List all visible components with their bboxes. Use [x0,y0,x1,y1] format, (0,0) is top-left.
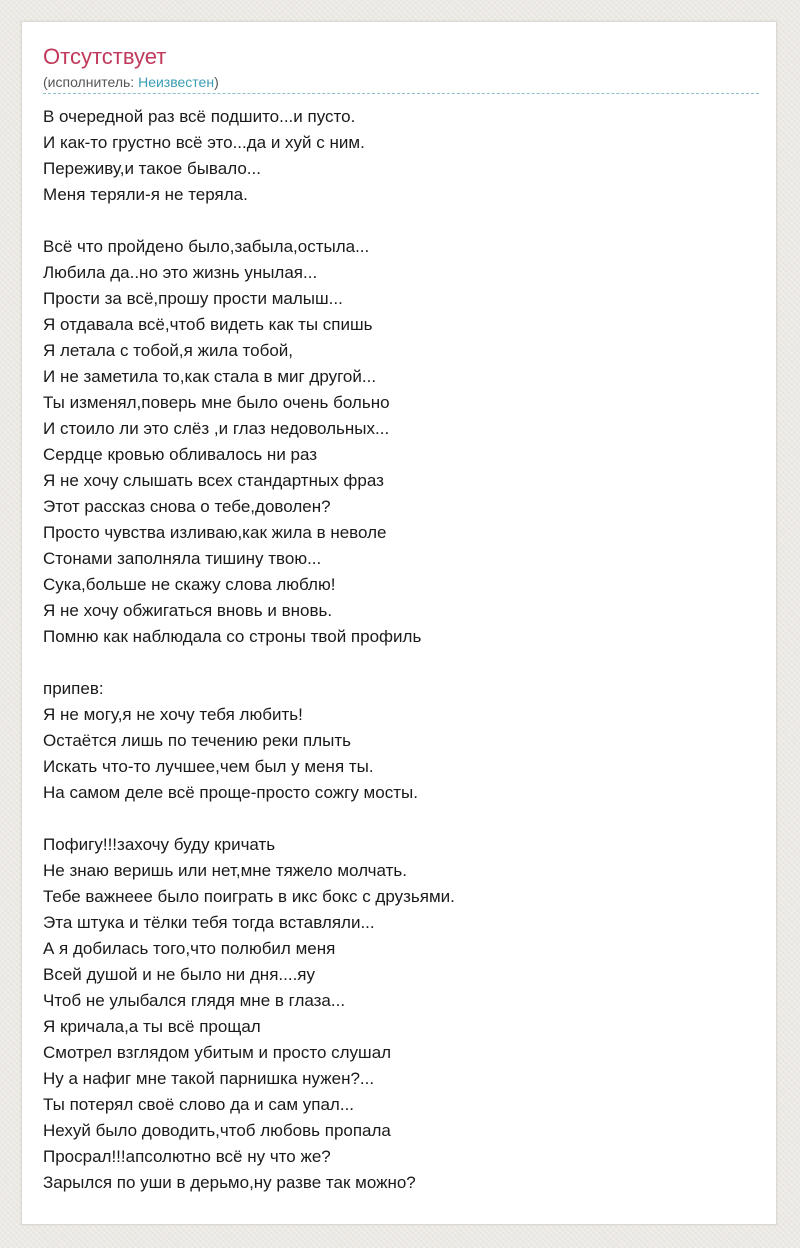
lyric-line: Ну а нафиг мне такой парнишка нужен?... [43,1069,375,1088]
lyric-line: А я добилась того,что полюбил меня [43,939,336,958]
song-title: Отсутствует [43,44,167,69]
lyric-line: Стонами заполняла тишину твою... [43,549,322,568]
lyric-line: В очередной раз всё подшито...и пусто. [43,107,356,126]
lyric-line: Смотрел взглядом убитым и просто слушал [43,1043,392,1062]
lyric-line: Пофигу!!!захочу буду кричать [43,835,276,854]
lyric-line: Сердце кровью обливалось ни раз [43,445,318,464]
lyric-line: припев: [43,679,104,698]
lyric-line: Чтоб не улыбался глядя мне в глаза... [43,991,346,1010]
artist-link[interactable]: Неизвестен [138,74,215,90]
lyric-line: Просто чувства изливаю,как жила в неволе [43,523,387,542]
lyric-line: Я летала с тобой,я жила тобой, [43,341,293,360]
lyrics-text [43,104,759,1196]
stanza-break [43,806,759,832]
lyric-line: Всё что пройдено было,забыла,остыла... [43,237,370,256]
lyric-line: Я не могу,я не хочу тебя любить! [43,705,303,724]
lyric-line: И не заметила то,как стала в миг другой... [43,367,377,386]
lyric-line: Эта штука и тёлки тебя тогда вставляли... [43,913,375,932]
lyric-line: Ты изменял,поверь мне было очень больно [43,393,390,412]
lyric-line: Не знаю веришь или нет,мне тяжело молчать. [43,861,407,880]
lyric-line: Прости за всё,прошу прости малыш... [43,289,343,308]
lyric-line: Сука,больше не скажу слова люблю! [43,575,336,594]
lyric-line: И как-то грустно всё это...да и хуй с ним. [43,133,365,152]
lyric-line: Я отдавала всё,чтоб видеть как ты спишь [43,315,373,334]
artist-byline [43,73,759,94]
lyric-line: На самом деле всё проще-просто сожгу мосты. [43,783,418,802]
byline-suffix: ) [214,74,219,90]
stanza-break [43,650,759,676]
lyric-line: Меня теряли-я не теряла. [43,185,248,204]
lyric-line: Ты потерял своё слово да и сам упал... [43,1095,355,1114]
lyric-line: Любила да..но это жизнь унылая... [43,263,318,282]
lyric-line: Остаётся лишь по течению реки плыть [43,731,351,750]
lyric-line: Переживу,и такое бывало... [43,159,261,178]
lyric-line: Я не хочу слышать всех стандартных фраз [43,471,384,490]
lyric-line: Помню как наблюдала со строны твой профиль [43,627,422,646]
lyric-line: Зарылся по уши в дерьмо,ну разве так можно? [43,1173,416,1192]
lyric-line: Просрал!!!апсолютно всё ну что же? [43,1147,331,1166]
stanza-break [43,208,759,234]
lyric-line: Я кричала,а ты всё прощал [43,1017,261,1036]
lyrics-card [21,21,777,1225]
lyric-line: Нехуй было доводить,чтоб любовь пропала [43,1121,391,1140]
lyric-line: Искать что-то лучшее,чем был у меня ты. [43,757,374,776]
lyric-line: Тебе важнеее было поиграть в икс бокс с друзьями. [43,887,455,906]
lyric-line: Этот рассказ снова о тебе,доволен? [43,497,331,516]
byline-prefix: (исполнитель: [43,74,139,90]
lyric-line: Я не хочу обжигаться вновь и вновь. [43,601,333,620]
lyric-line: И стоило ли это слёз ,и глаз недовольных... [43,419,390,438]
lyric-line: Всей душой и не было ни дня....яу [43,965,315,984]
